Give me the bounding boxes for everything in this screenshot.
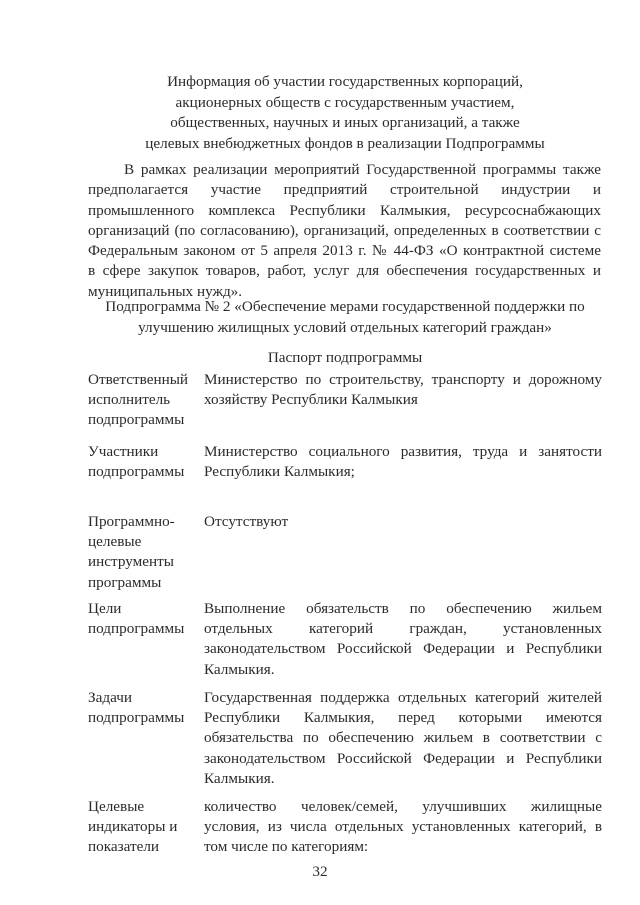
row-label-line: подпрограммы <box>88 709 185 727</box>
subprogram-title <box>90 297 600 338</box>
paragraph-line: Федеральным законом от 5 апреля 2013 г. № 44-ФЗ «О контрактной системе <box>88 242 601 260</box>
row-label-line: подпрограммы <box>88 620 185 638</box>
row-value-line: Министерство по строительству, транспорту и дорожному <box>204 371 602 388</box>
heading-line: общественных, научных и иных организаций, а также <box>170 114 520 131</box>
row-value-line: том числе по категориям: <box>204 838 369 856</box>
row-label-line: Целевые <box>88 798 145 815</box>
row-value <box>204 512 602 532</box>
row-label-line: исполнитель <box>88 391 171 409</box>
row-label <box>88 797 200 858</box>
row-value-line: отдельных категорий граждан, установленных <box>204 620 602 638</box>
row-value-line: Министерство социального развития, труда и занятости <box>204 443 602 460</box>
row-value-line: Государственная поддержка отдельных категорий жителей <box>204 689 602 706</box>
row-value-line: Калмыкия. <box>204 660 275 678</box>
row-value <box>204 688 602 789</box>
page-number: 32 <box>312 863 328 880</box>
row-label-line: Цели <box>88 600 122 617</box>
row-label-line: программы <box>88 573 162 591</box>
row-value <box>204 797 602 858</box>
paragraph-line: В рамках реализации мероприятий Государственной программы также <box>124 161 601 178</box>
passport-title: Паспорт подпрограммы <box>267 349 423 366</box>
row-label-line: Участники <box>88 443 159 460</box>
row-value-line: обязательства по обеспечению жильем в соответствии с <box>204 729 602 747</box>
row-value-line: условия, из числа отдельных установленных категорий, в <box>204 818 602 836</box>
row-value <box>204 370 602 410</box>
row-label <box>88 688 200 728</box>
intro-paragraph <box>88 160 601 302</box>
row-label <box>88 442 200 482</box>
paragraph-line: в сфере закупок товаров, работ, услуг для обеспечения государственных и <box>88 262 601 280</box>
heading-line: акционерных обществ с государственным участием, <box>175 93 515 111</box>
row-label-line: Ответственный <box>88 371 189 388</box>
row-value-line: Калмыкия. <box>204 769 275 787</box>
heading-line: Информация об участии государственных корпораций, <box>167 73 523 90</box>
row-value <box>204 442 602 482</box>
row-label-line: подпрограммы <box>88 463 185 481</box>
row-label-line: инструменты <box>88 553 174 571</box>
row-label-line: индикаторы и <box>88 818 178 836</box>
row-label-line: подпрограммы <box>88 411 185 429</box>
row-value-line: Республики Калмыкия; <box>204 463 355 481</box>
row-value-line: Республики Калмыкия, перед которыми имеются <box>204 709 602 727</box>
row-value-line: Выполнение обязательств по обеспечению жильем <box>204 600 602 617</box>
row-value <box>204 599 602 680</box>
row-value-line: хозяйству Республики Калмыкия <box>204 391 418 409</box>
subprogram-title-line: Подпрограмма № 2 «Обеспечение мерами государственной поддержки по <box>105 298 585 315</box>
row-value-line: законодательством Российской Федерации и Республики <box>204 640 602 658</box>
heading-line: целевых внебюджетных фондов в реализации Подпрограммы <box>145 134 545 152</box>
paragraph-line: промышленного комплекса Республики Калмыкия, ресурсоснабжающих <box>88 201 601 219</box>
row-label <box>88 512 200 593</box>
paragraph-line: муниципальных нужд». <box>88 282 243 300</box>
row-label <box>88 370 200 431</box>
paragraph-line: организаций (по согласованию), организаций, определенных в соответствии с <box>88 221 601 239</box>
row-label <box>88 599 200 639</box>
row-label-line: показатели <box>88 838 160 856</box>
row-label-line: Задачи <box>88 689 132 706</box>
row-label-line: Программно- <box>88 513 175 530</box>
paragraph-line: предполагается участие предприятий строительной индустрии и <box>88 181 601 199</box>
subprogram-title-line: улучшению жилищных условий отдельных категорий граждан» <box>138 318 552 336</box>
row-value-line: Отсутствуют <box>204 513 289 530</box>
section-heading <box>90 72 600 154</box>
row-value-line: законодательством Российской Федерации и Республики <box>204 749 602 767</box>
row-value-line: количество человек/семей, улучшивших жилищные <box>204 798 602 815</box>
row-label-line: целевые <box>88 533 142 551</box>
